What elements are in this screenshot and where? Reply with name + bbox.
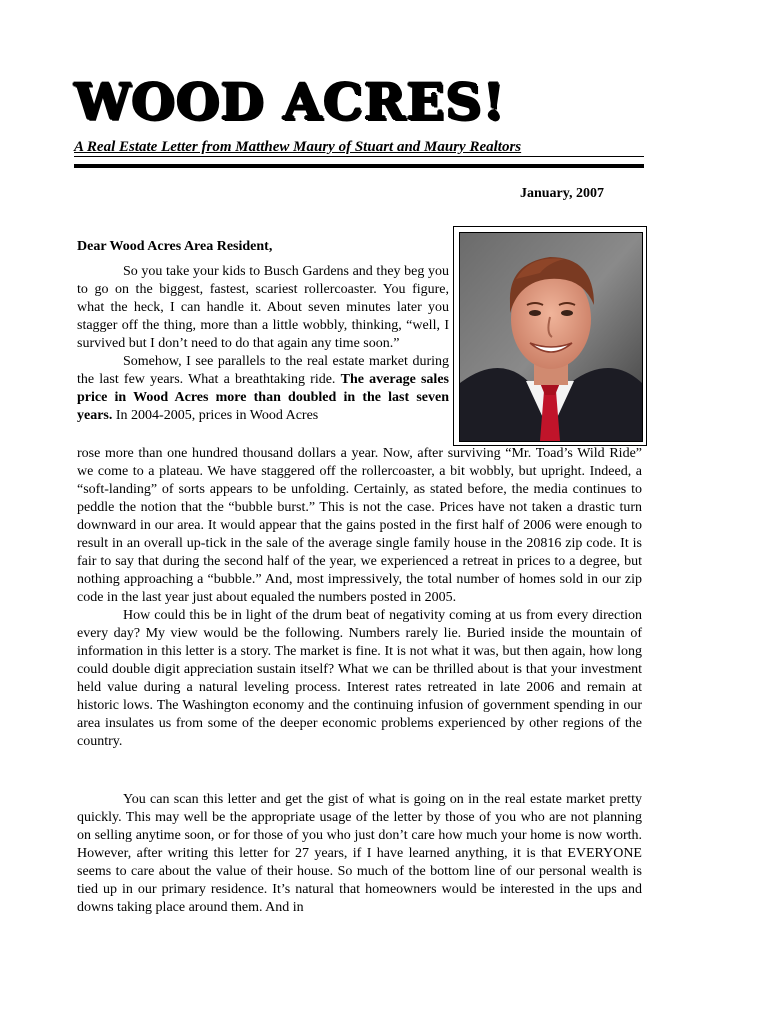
letter-date: January, 2007 bbox=[519, 186, 604, 201]
newsletter-subtitle: A Real Estate Letter from Matthew Maury of Stuart and Maury Realtors bbox=[74, 139, 522, 155]
paragraph-2-start bbox=[77, 353, 449, 425]
paragraph-2-text: Somehow, I see parallels to the real estate market during the last few years. What a breathtaking ride. bbox=[77, 354, 449, 387]
header-rule-thin bbox=[74, 156, 644, 157]
main-column bbox=[77, 445, 642, 751]
portrait-photo-icon bbox=[460, 233, 642, 441]
newsletter-title: WOOD ACRES! bbox=[74, 72, 506, 131]
intro-column bbox=[77, 263, 449, 425]
portrait-photo bbox=[459, 232, 643, 442]
closing-column bbox=[77, 791, 642, 917]
header-rule-thick bbox=[74, 164, 644, 168]
paragraph-1: So you take your kids to Busch Gardens and they beg you to go on the biggest, fastest, scariest rollercoaster. You figure, what the heck, I can handle it. About seven minutes later you stagger off the thing, more than a little wobbly, thinking, “well, I survived but I don’t need to do that again any time soon.” bbox=[77, 264, 449, 351]
salutation: Dear Wood Acres Area Resident, bbox=[77, 239, 273, 254]
portrait-frame bbox=[453, 226, 647, 446]
paragraph-2-continued: rose more than one hundred thousand dollars a year. Now, after surviving “Mr. Toad’s Wild Ride” we come to a plateau. We have staggered off the rollercoaster, a bit wobbly, but upright. Indeed, a “soft-landing” of sorts appears to be unfolding. Certainly, as stated before, the media continues to peddle the notion that the “bubble burst.” This is not the case. Prices have not taken a drastic turn downward in our area. It would appear that the gains posted in the first half of 2006 were enough to result in an overall up-tick in the sale of the average single family house in the 20816 zip code. It is fair to say that during the second half of the year, we experienced a retreat in prices to a degree, but nothing approaching a “bubble.” And, most impressively, the total number of homes sold in our zip code in the last year just about equaled the numbers posted in 2005. bbox=[77, 446, 642, 605]
paragraph-2-text-cont: In 2004-2005, prices in Wood Acres bbox=[112, 408, 319, 423]
paragraph-3: How could this be in light of the drum beat of negativity coming at us from every direction every day? My view would be the following. Numbers rarely lie. Buried inside the mountain of information in this letter is a story. The market is fine. It is not what it was, but then again, how long could double digit appreciation sustain itself? What we can be thrilled about is that your investment held value during a natural leveling process. Interest rates retreated in late 2006 and remain at historic lows. The Washington economy and the continuing infusion of government spending in our area insulates us from some of the deeper economic problems experienced by other regions of the country. bbox=[77, 608, 642, 749]
paragraph-2-emphasis: The average sales price in Wood Acres more than doubled in the last seven years. bbox=[77, 372, 449, 423]
paragraph-4: You can scan this letter and get the gist of what is going on in the real estate market pretty quickly. This may well be the appropriate usage of the letter by those of you who are not planning on selling anytime soon, or for those of you who just don’t care how much your home is now worth. However, after writing this letter for 27 years, if I have learned anything, it is that EVERYONE seems to care about the value of their house. So much of the bottom line of our personal wealth is tied up in our primary residence. It’s natural that homeowners would be interested in the ups and downs taking place around them. And in bbox=[77, 792, 642, 915]
